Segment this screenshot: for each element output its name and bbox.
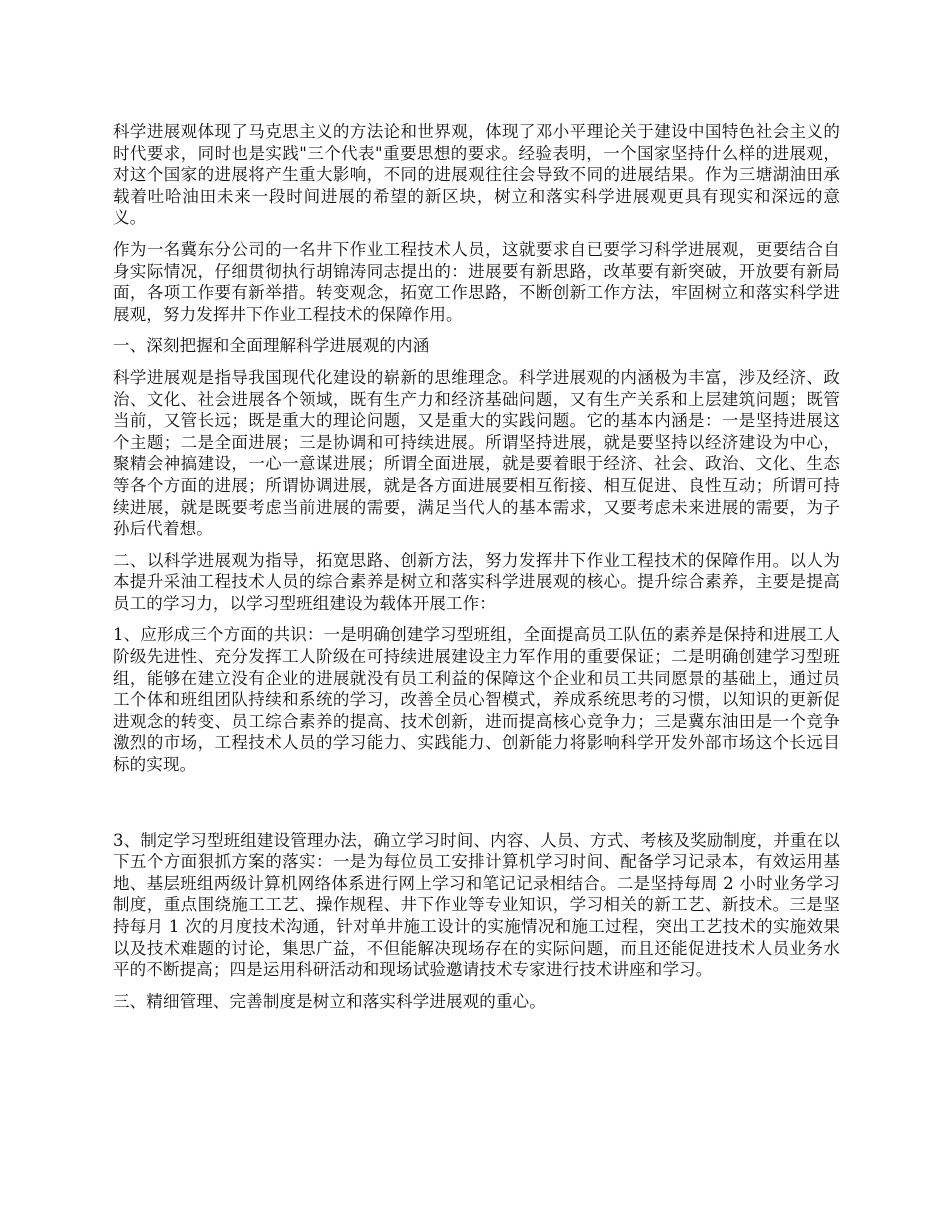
section-heading-1: 一、深刻把握和全面理解科学进展观的内涵 [113,336,430,356]
paragraph-connotation: 科学进展观是指导我国现代化建设的崭新的思维理念。科学进展观的内涵极为丰富，涉及经济、政治、文化、社会进展各个领域，既有生产力和经济基础问题，又有生产关系和上层建筑问题；既管当前，又管长远；既是重大的理论问题，又是重大的实践问题。它的基本内涵是：一是坚持进展这个主题；二是全面进展；三是协调和可持续进展。所谓坚持进展，就是要坚持以经济建设为中心，聚精会神搞建设，一心一意谋进展；所谓全面进展，就是要着眼于经济、社会、政治、文化、生态等各个方面的进展；所谓协调进展，就是各方面进展要相互衔接、相互促进、良性互动；所谓可持续进展，就是既要考虑当前进展的需要，满足当代人的基本需求，又要考虑未来进展的需要，为子孙后代着想。 [113,367,840,539]
paragraph-consensus: 1、应形成三个方面的共识：一是明确创建学习型班组，全面提高员工队伍的素养是保持和进展工人阶级先进性、充分发挥工人阶级在可持续进展建设主力军作用的重要保证；二是明确创建学习型班组，能够在建立没有企业的进展就没有员工利益的保障这个企业和员工共同愿景的基础上，通过员工个体和班组团队持续和系统的学习，改善全员心智模式，养成系统思考的习惯，以知识的更新促进观念的转变、员工综合素养的提高、技术创新，进而提高核心竞争力；三是冀东油田是一个竞争激烈的市场，工程技术人员的学习能力、实践能力、创新能力将影响科学开发外部市场这个长远目标的实现。 [113,625,840,775]
section-heading-2-paragraph: 二、以科学进展观为指导，拓宽思路、创新方法，努力发挥井下作业工程技术的保障作用。以人为本提升采油工程技术人员的综合素养是树立和落实科学进展观的核心。提升综合素养，主要是提高员工的学习力，以学习型班组建设为载体开展工作： [113,550,840,613]
document-body [113,121,840,1022]
paragraph-role: 作为一名冀东分公司的一名井下作业工程技术人员，这就要求自已要学习科学进展观，更要结合自身实际情况，仔细贯彻执行胡锦涛同志提出的：进展要有新思路，改革要有新突破，开放要有新局面，各项工作要有新举措。转变观念，拓宽工作思路，不断创新工作方法，牢固树立和落实科学进展观，努力发挥井下作业工程技术的保障作用。 [113,239,840,324]
paragraph-management-method: 3、制定学习型班组建设管理办法，确立学习时间、内容、人员、方式、考核及奖励制度，并重在以下五个方面狠抓方案的落实：一是为每位员工安排计算机学习时间、配备学习记录本，有效运用基地、基层班组两级计算机网络体系进行网上学习和笔记记录相结合。二是坚持每周 2 小时业务学习制度，重点围绕施工工艺、操作规程、井下作业等专业知识，学习相关的新工艺、新技术。三是坚持每月 1 次的月度技术沟通，针对单井施工设计的实施情况和施工过程，突出工艺技术的实施效果以及技术难题的讨论，集思广益，不但能解决现场存在的实际问题，而且还能促进技术人员业务水平的不断提高；四是运用科研活动和现场试验邀请技术专家进行技术讲座和学习。 [113,830,840,980]
paragraph-intro: 科学进展观体现了马克思主义的方法论和世界观，体现了邓小平理论关于建设中国特色社会主义的时代要求，同时也是实践"三个代表"重要思想的要求。经验表明，一个国家坚持什么样的进展观，对这个国家的进展将产生重大影响，不同的进展观往往会导致不同的进展结果。作为三塘湖油田承载着吐哈油田未来一段时间进展的希望的新区块，树立和落实科学进展观更具有现实和深远的意义。 [113,122,840,228]
blank-gap [113,786,840,830]
section-heading-3: 三、精细管理、完善制度是树立和落实科学进展观的重心。 [113,991,546,1011]
